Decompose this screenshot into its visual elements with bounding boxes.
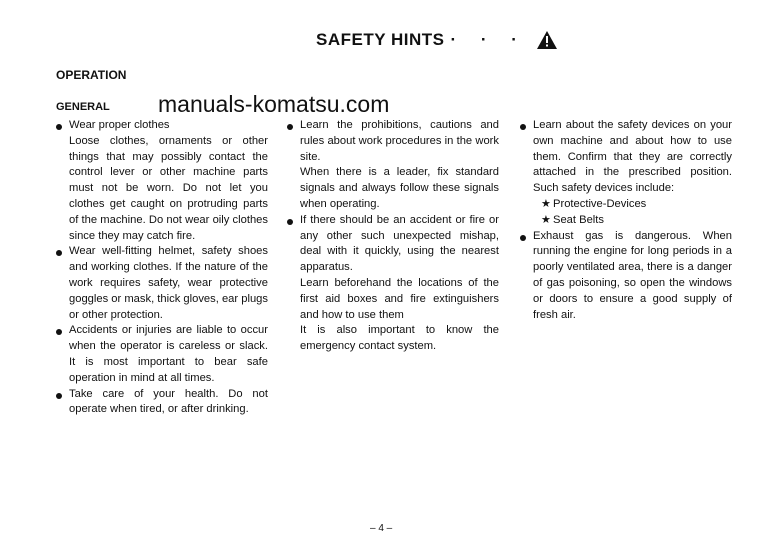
column-3 xyxy=(520,118,732,323)
column-2 xyxy=(287,118,499,355)
list-item xyxy=(56,118,268,244)
star-icon: ★ xyxy=(541,197,552,210)
item-text: Wear well-fitting helmet, safety shoes and working clothes. If the nature of the work requires safety, wear protective goggles or mask, thick gloves, ear plugs or other protection. xyxy=(69,245,268,321)
item-text: Wear proper clothes xyxy=(69,119,170,131)
bullet-icon xyxy=(56,393,62,399)
list-item xyxy=(520,118,732,229)
bullet-icon xyxy=(520,124,526,130)
title-dots: · · · xyxy=(450,30,527,49)
column-1 xyxy=(56,118,268,418)
bullet-icon xyxy=(56,250,62,256)
bullet-icon xyxy=(56,124,62,130)
bullet-icon xyxy=(287,219,293,225)
item-text: Learn about the safety devices on your own machine and about how to use them. Confirm that they are correctly attached in the prescribed position. Such safety devices include: xyxy=(533,119,732,195)
item-text: Exhaust gas is dangerous. When running the engine for long periods in a poorly ventilated area, there is a danger of gas poisoning, so open the windows or doors to ensure a good supply of fresh air. xyxy=(533,229,732,321)
sublist-text: Seat Belts xyxy=(553,213,604,226)
section-title: OPERATION xyxy=(56,68,127,82)
warning-triangle-icon xyxy=(537,31,557,49)
subsection-title: GENERAL xyxy=(56,101,110,113)
list-item xyxy=(56,323,268,386)
item-text: Learn beforehand the locations of the first aid boxes and fire extinguishers and how to use them xyxy=(300,276,499,321)
item-text: Accidents or injuries are liable to occur when the operator is careless or slack. It is most important to bear safe operation in mind at all times. xyxy=(69,324,268,384)
bullet-icon xyxy=(56,329,62,335)
item-text: If there should be an accident or fire or any other such unexpected mishap, deal with it quickly, using the nearest apparatus. xyxy=(300,213,499,274)
list-item xyxy=(520,229,732,324)
bullet-icon xyxy=(520,235,526,241)
item-text: Learn the prohibitions, cautions and rules about work procedures in the work site. xyxy=(300,119,499,163)
list-item xyxy=(56,244,268,323)
list-item xyxy=(287,118,499,213)
item-text: Loose clothes, ornaments or other things that may possibly contact the control lever or other machine parts must not be worn. Do not let you clothes get caught on protruding parts of the machine. Do not wear oily clothes since they may catch fire. xyxy=(69,134,268,242)
page-title xyxy=(316,30,527,50)
sublist-text: Protective-Devices xyxy=(553,197,647,210)
bullet-icon xyxy=(287,124,293,130)
title-text: SAFETY HINTS xyxy=(316,30,445,49)
sublist-item xyxy=(533,197,732,213)
item-text: It is also important to know the emergency contact system. xyxy=(300,324,499,353)
list-item xyxy=(56,387,268,419)
watermark: manuals-komatsu.com xyxy=(158,91,390,117)
sublist-item xyxy=(533,213,732,229)
item-text: Take care of your health. Do not operate when tired, or after drinking. xyxy=(69,387,268,416)
page-number: – 4 – xyxy=(370,523,393,534)
list-item xyxy=(287,213,499,355)
item-text: When there is a leader, fix standard signals and always follow these signals when operating. xyxy=(300,166,499,210)
star-icon: ★ xyxy=(541,213,552,226)
